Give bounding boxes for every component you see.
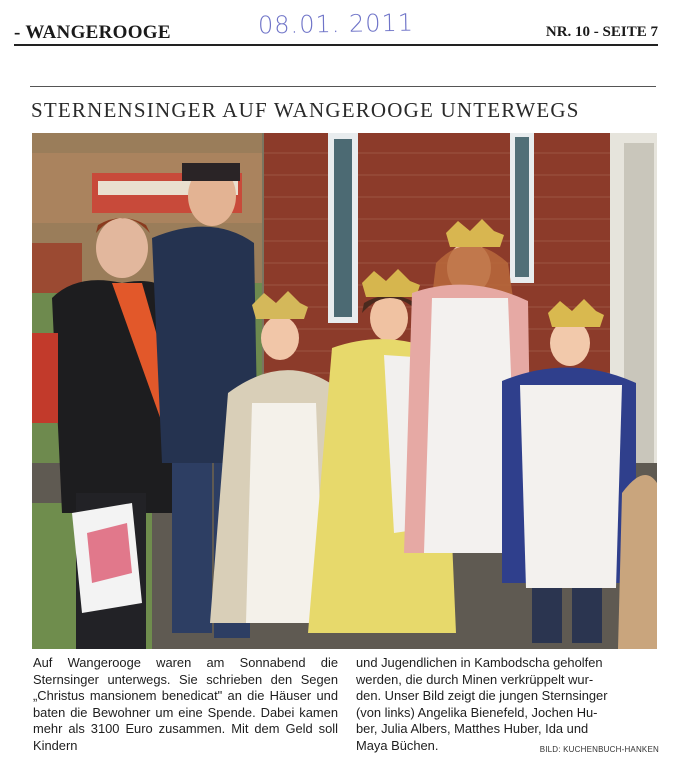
caption-line: den. Unser Bild zeigt die jungen Sternsinger: [356, 688, 608, 703]
article-photo: [32, 133, 657, 649]
newspaper-name: - WANGEROOGE: [14, 22, 171, 43]
masthead: [14, 8, 658, 44]
photo-credit: BILD: KUCHENBUCH-HANKEN: [539, 745, 659, 754]
caption-line: (von links) Angelika Bienefeld, Jochen Hu-: [356, 704, 598, 720]
article-headline: STERNENSINGER AUF WANGEROOGE UNTERWEGS: [31, 98, 580, 122]
section-rule: [30, 86, 656, 87]
photo-caption-left: [33, 655, 338, 754]
handwritten-date: 08.01. 2011: [257, 8, 415, 40]
issue-page-number: NR. 10 - SEITE 7: [545, 24, 658, 40]
caption-line: und Jugendlichen in Kambodscha geholfen: [356, 655, 603, 670]
caption-text-left: Auf Wangerooge waren am Sonnabend die Sternsinger unterwegs. Sie schrieben den Segen „Christus mansionem benedicat" an die Häuser und baten die Bewohner um eine Spende. Dabei kamen mehr als 3100 Euro zusammen. Mit dem Geld soll Kindern: [33, 655, 338, 753]
caption-line: ber, Julia Albers, Matthes Huber, Ida und: [356, 721, 589, 736]
photo-caption-right: [356, 655, 658, 754]
caption-line: Maya Büchen.: [356, 737, 439, 753]
photo-illustration: [32, 133, 657, 649]
masthead-rule: [14, 44, 658, 46]
caption-line: werden, die durch Minen verkrüppelt wur-: [356, 671, 594, 687]
